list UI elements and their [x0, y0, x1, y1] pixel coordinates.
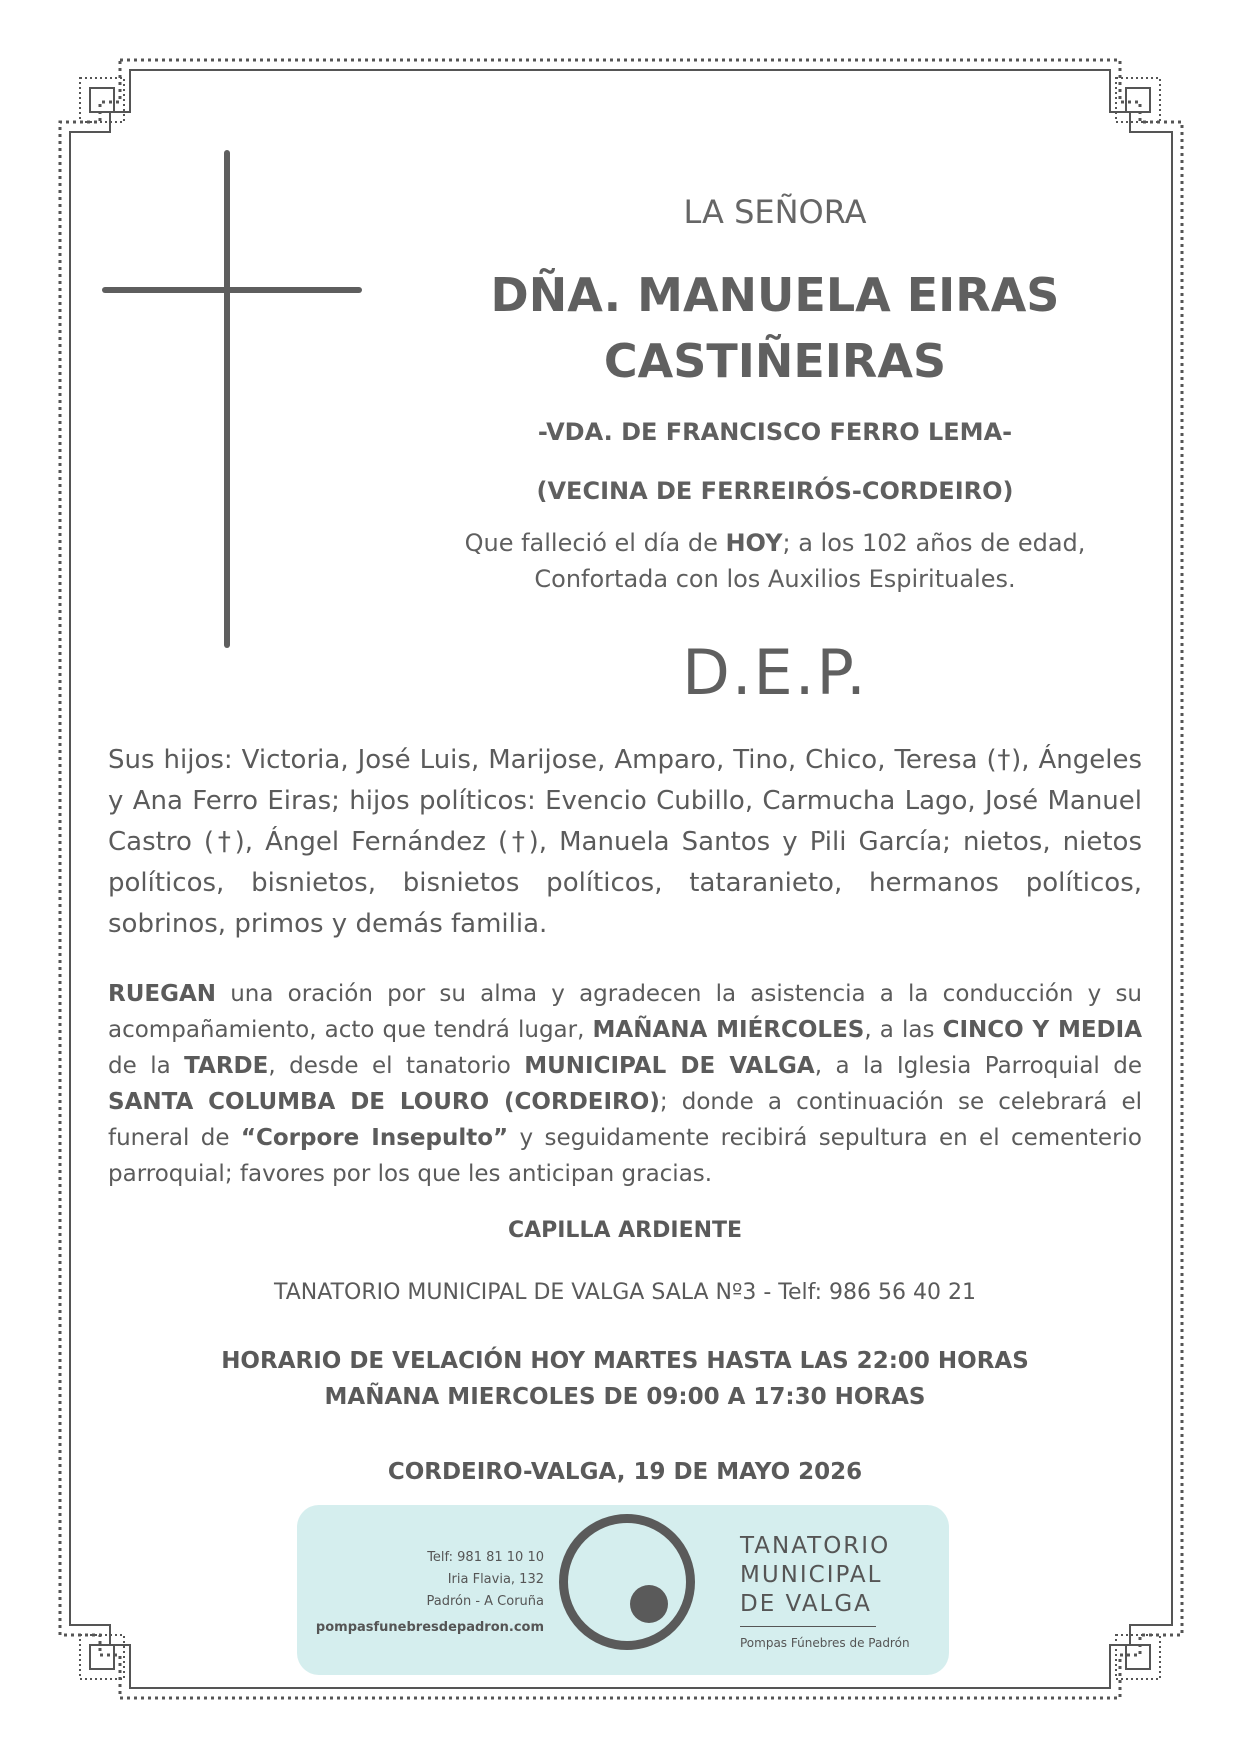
capilla-location: TANATORIO MUNICIPAL DE VALGA SALA Nº3 - Telf: 986 56 40 21: [274, 1280, 976, 1305]
cross-icon-horizontal: [102, 287, 362, 293]
ruegan-part: y seguidamente recibirá sepultura en el cementerio parroquial; favores por los que les anticipan gracias.: [108, 1125, 1142, 1187]
death-line2: Confortada con los Auxilios Espirituales.: [534, 565, 1016, 593]
brand-divider: [740, 1626, 876, 1627]
ruegan-part: TARDE: [184, 1053, 269, 1079]
contact-info: [316, 1547, 544, 1639]
ruegan-part: , a las: [864, 1017, 943, 1043]
ruegan-part: MUNICIPAL DE VALGA: [524, 1053, 815, 1079]
ruegan-part: , a la Iglesia Parroquial de: [814, 1053, 1142, 1079]
ruegan-part: una oración por su alma y agradecen la asistencia a la conducción y su acompañamiento, acto que tendrá lugar,: [108, 981, 1142, 1043]
funeral-home-logo: [297, 1505, 949, 1675]
place-date: CORDEIRO-VALGA, 19 DE MAYO 2026: [387, 1459, 863, 1485]
ruegan-part: SANTA COLUMBA DE LOURO (CORDEIRO): [108, 1089, 660, 1115]
horario-line1: HORARIO DE VELACIÓN HOY MARTES HASTA LAS 22:00 HORAS: [221, 1348, 1029, 1374]
cross-icon-vertical: [224, 150, 230, 648]
death-notice: [440, 525, 1110, 597]
website: pompasfunebresdepadron.com: [315, 1620, 544, 1635]
ruegan-part: “Corpore Insepulto”: [240, 1125, 509, 1151]
neighbor-of: (VECINA DE FERREIRÓS-CORDEIRO): [536, 477, 1014, 505]
death-post: ; a los 102 años de edad,: [782, 529, 1086, 557]
ruegan-part: ; donde a continuación se celebrará el funeral de: [108, 1089, 1142, 1151]
horario: [108, 1343, 1142, 1415]
family-paragraph: Sus hijos: Victoria, José Luis, Marijose, Amparo, Tino, Chico, Teresa (†), Ángeles y Ana Ferro Eiras; hijos políticos: Evencio Cubillo, Carmucha Lago, José Manuel Castro (†), Ángel Fernández (†), Manuela Santos y Pili García; nietos, nietos políticos, bisnietos, bisnietos políticos, tataranieto, hermanos políticos, sobrinos, primos y demás familia.: [108, 745, 1142, 939]
deceased-name: DÑA. MANUELA EIRAS CASTIÑEIRAS: [490, 268, 1060, 388]
logo-ring-icon: [559, 1514, 695, 1650]
horario-line2: MAÑANA MIERCOLES DE 09:00 A 17:30 HORAS: [324, 1384, 926, 1410]
ruegan-part: CINCO Y MEDIA: [942, 1017, 1142, 1043]
logo-dot-icon: [630, 1585, 668, 1623]
widow-of: -VDA. DE FRANCISCO FERRO LEMA-: [537, 418, 1013, 446]
address-line2: Padrón - A Coruña: [426, 1594, 544, 1609]
phone: Telf: 981 81 10 10: [427, 1550, 544, 1565]
brand-line2: MUNICIPAL: [740, 1562, 883, 1588]
honorific: LA SEÑORA: [683, 193, 867, 231]
brand-line3: DE VALGA: [740, 1591, 872, 1617]
death-day: HOY: [725, 529, 783, 557]
address-line1: Iria Flavia, 132: [447, 1572, 544, 1587]
capilla-title: CAPILLA ARDIENTE: [507, 1218, 743, 1243]
brand-subtitle: Pompas Fúnebres de Padrón: [740, 1636, 910, 1650]
brand-name: [740, 1532, 890, 1619]
death-pre: Que falleció el día de: [464, 529, 726, 557]
brand-line1: TANATORIO: [740, 1533, 891, 1559]
ruegan-part: de la: [108, 1053, 185, 1079]
ruegan-part: RUEGAN: [108, 981, 217, 1007]
ruegan-paragraph: [108, 976, 1142, 1192]
ruegan-part: , desde el tanatorio: [268, 1053, 525, 1079]
ruegan-part: MAÑANA MIÉRCOLES: [592, 1017, 865, 1043]
dep-title: D.E.P.: [682, 636, 868, 709]
